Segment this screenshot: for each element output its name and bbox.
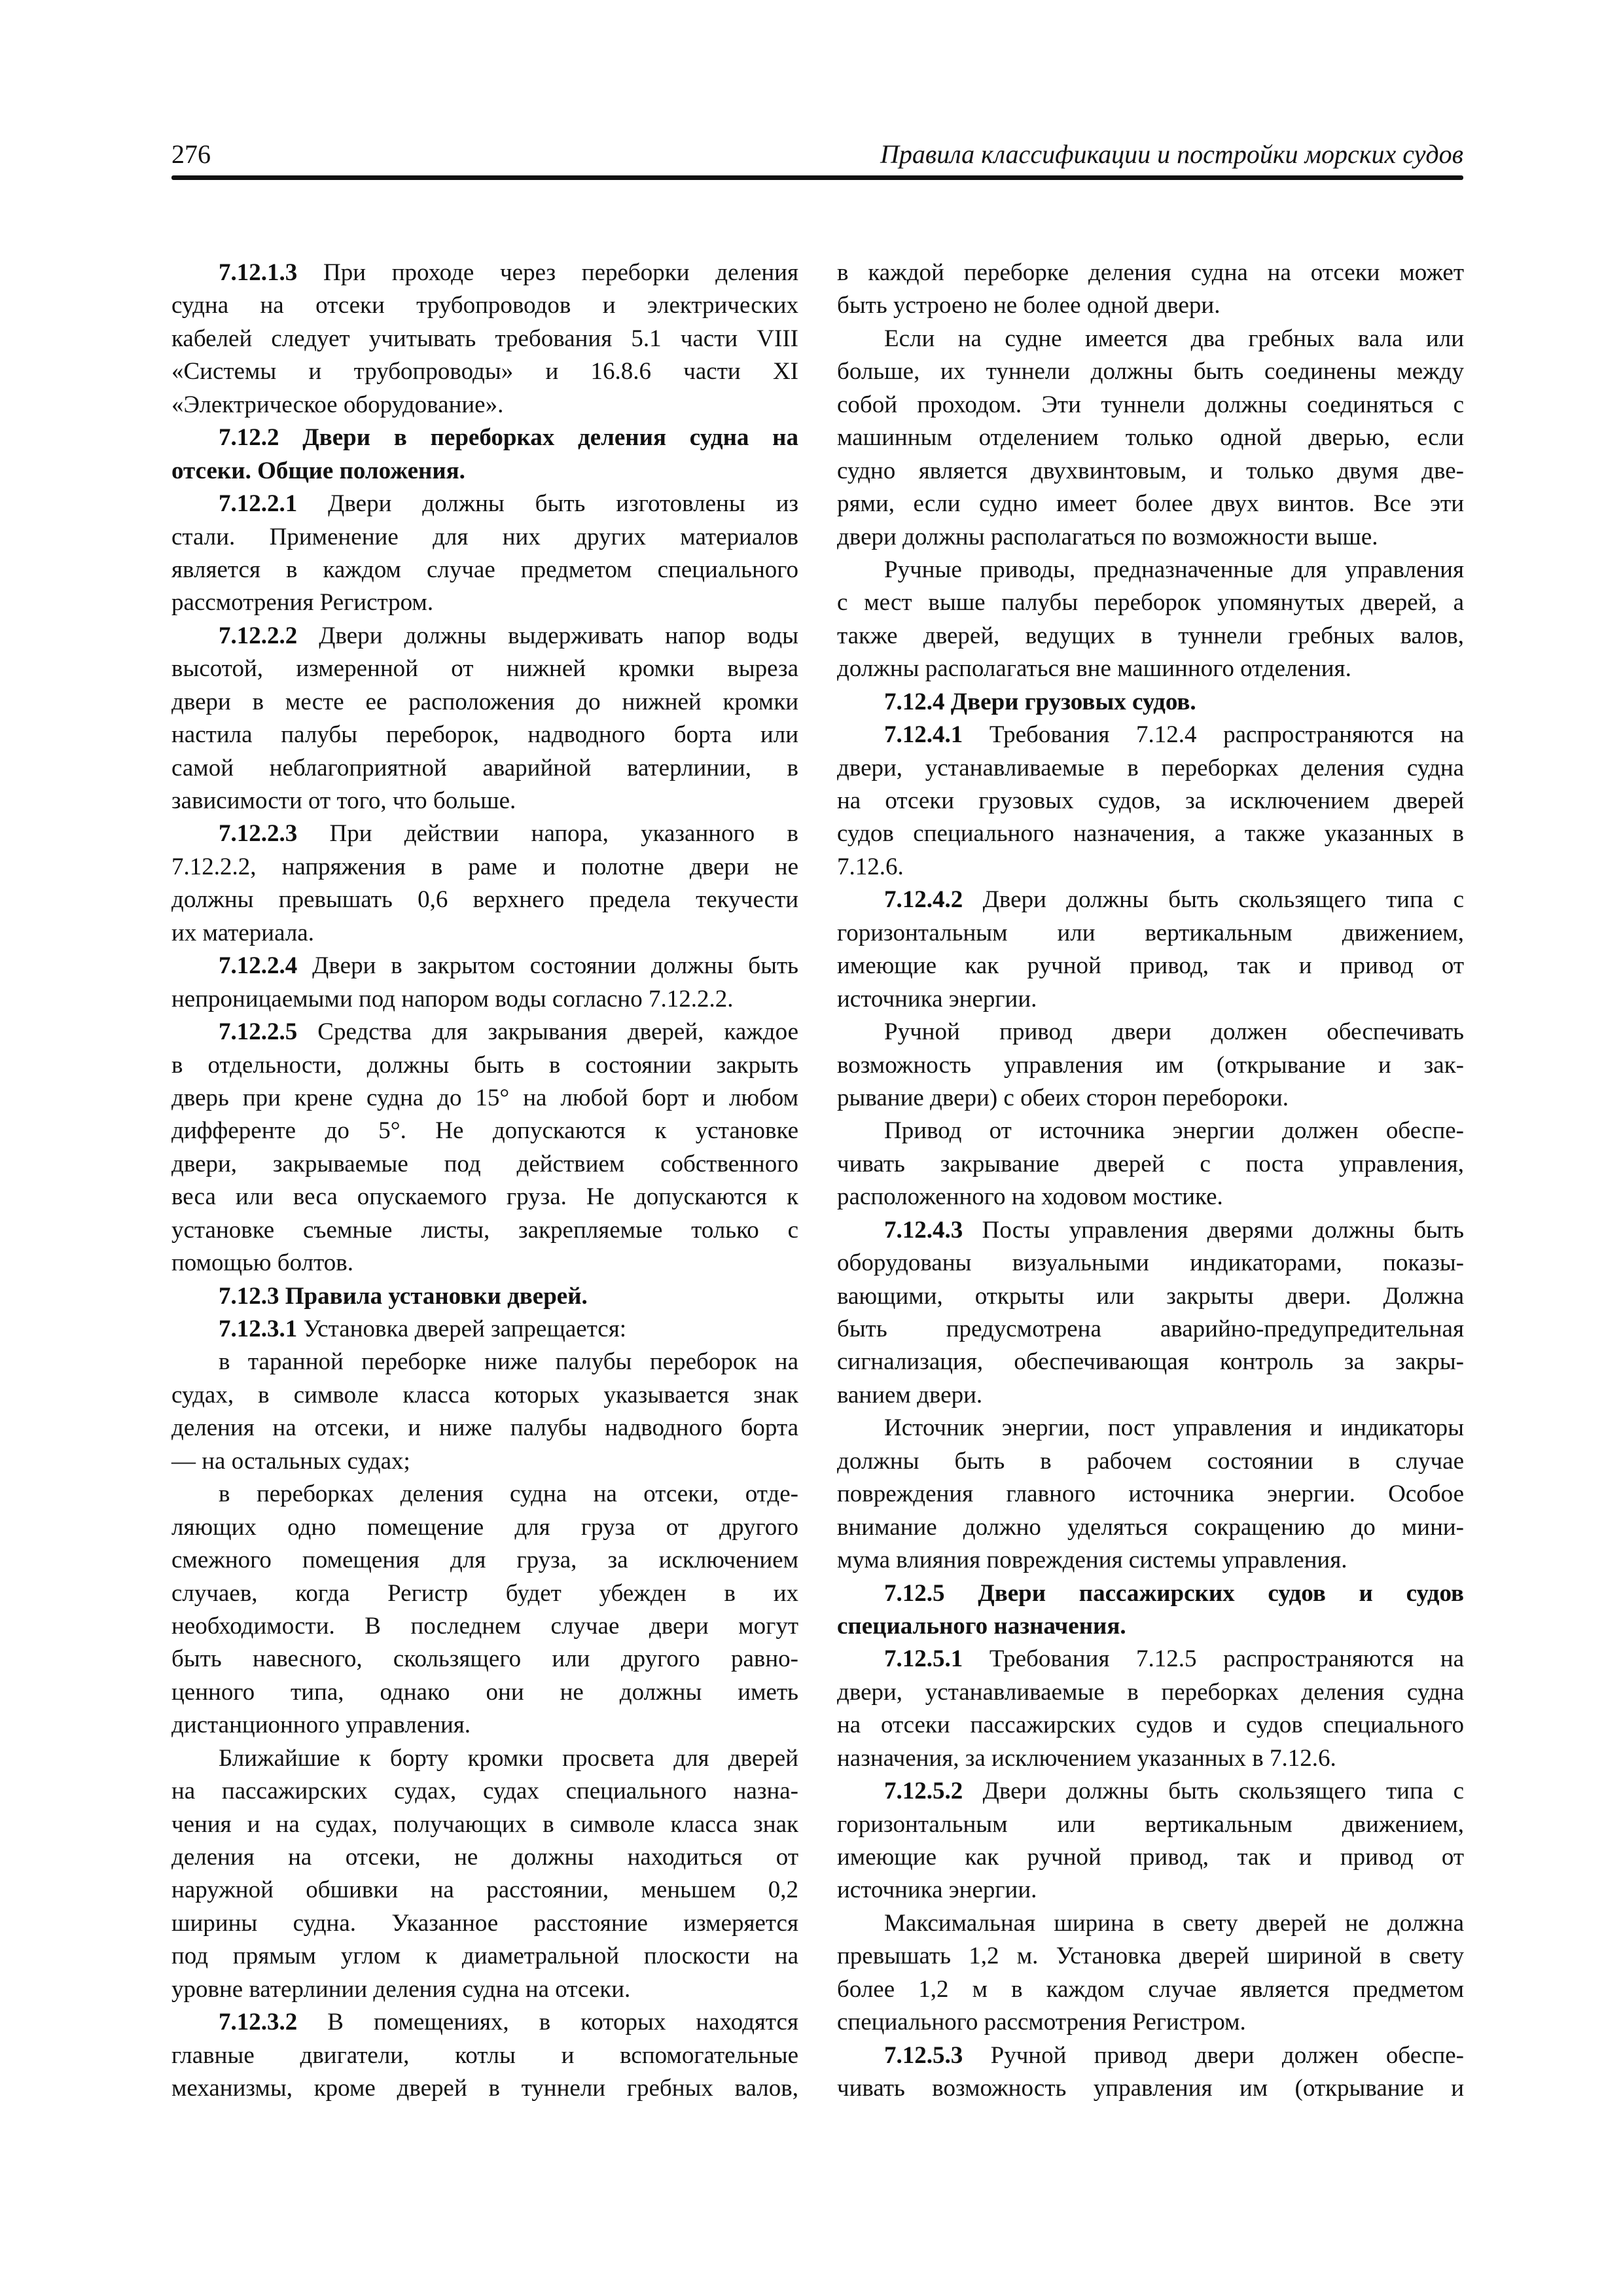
line-text: «Электрическое оборудование». bbox=[171, 391, 504, 418]
line-text: дистанционного управления. bbox=[171, 1712, 471, 1739]
text-line bbox=[171, 1676, 798, 1709]
text-line bbox=[837, 1841, 1464, 1874]
line-text: дверь при крене судна до 15° на любой борт и любом bbox=[171, 1084, 798, 1111]
text-line bbox=[837, 1049, 1464, 1082]
section-heading bbox=[171, 422, 798, 488]
text-line bbox=[837, 1643, 1464, 1676]
line-text: имеющие как ручной привод, так и привод от bbox=[837, 1844, 1464, 1871]
paragraph bbox=[837, 884, 1464, 1016]
text-line bbox=[837, 851, 1464, 884]
text-line bbox=[171, 1577, 798, 1610]
line-text: оборудованы визуальными индикаторами, показы- bbox=[837, 1249, 1464, 1277]
text-line bbox=[171, 950, 798, 982]
line-text: специального назначения. bbox=[837, 1612, 1126, 1640]
line-text: быть предусмотрена аварийно-предупредительная bbox=[837, 1316, 1464, 1342]
line-text: также дверей, ведущих в туннели гребных валов, bbox=[837, 622, 1464, 649]
text-line bbox=[171, 1940, 798, 1973]
line-text: с мест выше палубы переборок упомянутых дверей, а bbox=[837, 589, 1464, 617]
text-line bbox=[837, 817, 1464, 850]
line-text: главные двигатели, котлы и вспомогательные bbox=[171, 2041, 798, 2069]
paragraph bbox=[171, 2006, 798, 2105]
text-line bbox=[837, 1940, 1464, 1973]
text-line bbox=[837, 2072, 1464, 2105]
paragraph bbox=[837, 1412, 1464, 1577]
section-heading bbox=[837, 1577, 1464, 1643]
line-text: помощью болтов. bbox=[171, 1249, 353, 1277]
line-text: вающими, открыты или закрыты двери. Должна bbox=[837, 1282, 1464, 1310]
text-line bbox=[837, 1445, 1464, 1478]
line-text: двери, закрываемые под действием собственного bbox=[171, 1150, 798, 1177]
text-line bbox=[837, 1115, 1464, 1147]
line-text: самой неблагоприятной аварийной ватерлинии, в bbox=[171, 754, 798, 781]
line-text: внимание должно уделяться сокращению до мини- bbox=[837, 1513, 1464, 1541]
text-line bbox=[171, 620, 798, 653]
text-line bbox=[837, 1379, 1464, 1412]
line-text: Двери должны быть скользящего типа с bbox=[982, 886, 1464, 914]
text-line bbox=[837, 1478, 1464, 1511]
line-text: 7.12.2.2, напряжения в раме и полотне двери не bbox=[171, 853, 798, 880]
paragraph bbox=[171, 1313, 798, 1346]
line-text: дифференте до 5°. Не допускаются к установке bbox=[171, 1117, 798, 1145]
line-text: двери должны располагаться по возможности выше. bbox=[837, 523, 1378, 550]
line-text: уровне ватерлинии деления судна на отсеки. bbox=[171, 1975, 631, 2003]
line-text: «Системы и трубопроводы» и 16.8.6 части XI bbox=[171, 358, 798, 386]
text-line bbox=[837, 1775, 1464, 1808]
text-line bbox=[837, 1412, 1464, 1444]
text-line bbox=[837, 653, 1464, 685]
text-line bbox=[837, 1214, 1464, 1247]
text-line bbox=[171, 1874, 798, 1907]
clause-number: 7.12.1.3 bbox=[219, 259, 298, 286]
text-line bbox=[837, 2006, 1464, 2039]
text-line bbox=[171, 355, 798, 388]
text-line bbox=[837, 289, 1464, 322]
text-line bbox=[837, 257, 1464, 289]
text-line bbox=[837, 1280, 1464, 1313]
line-text: веса или веса опускаемого груза. Не допускаются к bbox=[171, 1183, 798, 1211]
line-text: ляющих одно помещение для груза от другого bbox=[171, 1513, 798, 1541]
text-line bbox=[837, 1973, 1464, 2006]
line-text: на отсеки грузовых судов, за исключением дверей bbox=[837, 787, 1464, 814]
text-line bbox=[837, 323, 1464, 355]
text-line bbox=[171, 389, 798, 422]
text-line bbox=[837, 884, 1464, 916]
section-heading bbox=[171, 1280, 798, 1313]
text-line bbox=[837, 620, 1464, 653]
text-line bbox=[171, 1775, 798, 1808]
paragraph bbox=[171, 950, 798, 1016]
text-line bbox=[837, 1247, 1464, 1280]
text-line bbox=[171, 1280, 798, 1313]
line-text: отсеки. Общие положения. bbox=[171, 457, 465, 484]
line-text: более 1,2 м в каждом случае является предметом bbox=[837, 1975, 1464, 2003]
text-line bbox=[837, 422, 1464, 454]
text-line bbox=[837, 1016, 1464, 1049]
paragraph bbox=[837, 1643, 1464, 1775]
paragraph bbox=[171, 1742, 798, 2007]
text-line bbox=[837, 785, 1464, 817]
line-text: на отсеки пассажирских судов и судов специального bbox=[837, 1712, 1464, 1739]
line-text: установке съемные листы, закрепляемые только с bbox=[171, 1216, 798, 1244]
line-text: В помещениях, в которых находятся bbox=[327, 2009, 798, 2036]
text-line bbox=[837, 1808, 1464, 1841]
text-line bbox=[837, 521, 1464, 554]
line-text: является в каждом случае предметом специального bbox=[171, 556, 798, 583]
line-text: непроницаемыми под напором воды согласно 7.12.2.2. bbox=[171, 985, 734, 1013]
text-line bbox=[171, 1346, 798, 1378]
text-line bbox=[171, 1148, 798, 1181]
text-line bbox=[171, 521, 798, 554]
line-text: горизонтальным или вертикальным движением, bbox=[837, 919, 1464, 946]
line-text: ванием двери. bbox=[837, 1381, 983, 1408]
line-text: Максимальная ширина в свету дверей не должна bbox=[884, 1909, 1464, 1937]
running-header-title: Правила классификации и постройки морских судов bbox=[880, 139, 1463, 169]
text-line bbox=[171, 1313, 798, 1346]
clause-number: 7.12.4.3 bbox=[884, 1216, 963, 1244]
line-text: имеющие как ручной привод, так и привод от bbox=[837, 952, 1464, 980]
line-text: двери, устанавливаемые в переборках деления судна bbox=[837, 1678, 1464, 1706]
text-line bbox=[837, 1907, 1464, 1940]
clause-number: 7.12.5.2 bbox=[884, 1778, 963, 1805]
line-text: Требования 7.12.5 распространяются на bbox=[989, 1645, 1464, 1673]
text-line bbox=[171, 719, 798, 751]
text-line bbox=[171, 1247, 798, 1280]
line-text: настила палубы переборок, надводного борта или bbox=[171, 721, 798, 749]
line-text: Привод от источника энергии должен обеспе- bbox=[884, 1117, 1464, 1145]
text-line bbox=[171, 2072, 798, 2105]
clause-number: 7.12.2.5 bbox=[219, 1018, 298, 1046]
text-line bbox=[171, 917, 798, 950]
paragraph bbox=[837, 1214, 1464, 1412]
text-line bbox=[171, 1808, 798, 1841]
line-text: быть навесного, скользящего или другого равно- bbox=[171, 1645, 798, 1673]
text-line bbox=[837, 983, 1464, 1016]
text-line bbox=[171, 884, 798, 916]
line-text: Ручной привод двери должен обеспе- bbox=[990, 2041, 1465, 2069]
line-text: источника энергии. bbox=[837, 985, 1037, 1013]
text-line bbox=[837, 1610, 1464, 1643]
line-text: под прямым углом к диаметральной плоскости на bbox=[171, 1943, 798, 1970]
clause-number: 7.12.4.2 bbox=[884, 886, 963, 914]
line-text: превышать 1,2 м. Установка дверей шириной в свету bbox=[837, 1943, 1464, 1970]
line-text: быть устроено не более одной двери. bbox=[837, 292, 1221, 319]
clause-number: 7.12.3.2 bbox=[219, 2009, 298, 2036]
line-text: больше, их туннели должны быть соединены между bbox=[837, 358, 1464, 386]
line-text: стали. Применение для них других материалов bbox=[171, 523, 798, 550]
line-text: должны располагаться вне машинного отделения. bbox=[837, 655, 1351, 683]
line-text: Двери должны выдерживать напор воды bbox=[319, 622, 799, 649]
text-line bbox=[837, 488, 1464, 520]
line-text: должны превышать 0,6 верхнего предела текучести bbox=[171, 886, 798, 914]
text-line bbox=[837, 1148, 1464, 1181]
text-line bbox=[171, 653, 798, 685]
line-text: Двери в закрытом состоянии должны быть bbox=[312, 952, 799, 980]
text-line bbox=[837, 586, 1464, 619]
text-line bbox=[171, 1709, 798, 1742]
clause-number: 7.12.2.3 bbox=[219, 820, 298, 848]
text-line bbox=[171, 323, 798, 355]
text-line bbox=[171, 1082, 798, 1115]
paragraph bbox=[837, 719, 1464, 884]
text-line bbox=[837, 1874, 1464, 1907]
text-line bbox=[171, 422, 798, 454]
text-line bbox=[837, 686, 1464, 719]
paragraph bbox=[171, 817, 798, 950]
line-text: Посты управления дверями должны быть bbox=[982, 1216, 1464, 1244]
text-line bbox=[837, 355, 1464, 388]
text-line bbox=[171, 1412, 798, 1444]
line-text: Двери должны быть скользящего типа с bbox=[982, 1778, 1464, 1805]
line-text: судна на отсеки трубопроводов и электрических bbox=[171, 292, 798, 319]
text-line bbox=[837, 389, 1464, 422]
line-text: 7.12.3 Правила установки дверей. bbox=[219, 1282, 588, 1310]
line-text: высотой, измеренной от нижней кромки выреза bbox=[171, 655, 798, 683]
text-line bbox=[171, 785, 798, 817]
line-text: Источник энергии, пост управления и индикаторы bbox=[884, 1414, 1464, 1442]
line-text: рями, если судно имеет более двух винтов. Все эти bbox=[837, 490, 1464, 518]
text-line bbox=[171, 1841, 798, 1874]
text-line bbox=[171, 488, 798, 520]
text-line bbox=[171, 983, 798, 1016]
line-text: должны быть в рабочем состоянии в случае bbox=[837, 1447, 1464, 1475]
line-text: их материала. bbox=[171, 919, 314, 946]
header-rule bbox=[171, 175, 1463, 180]
text-line bbox=[171, 257, 798, 289]
text-line bbox=[837, 917, 1464, 950]
paragraph bbox=[171, 1478, 798, 1742]
paragraph bbox=[171, 1016, 798, 1280]
line-text: горизонтальным или вертикальным движением, bbox=[837, 1810, 1464, 1838]
line-text: мума влияния повреждения системы управления. bbox=[837, 1547, 1347, 1574]
text-line bbox=[171, 1379, 798, 1412]
text-line bbox=[171, 752, 798, 785]
paragraph bbox=[837, 554, 1464, 686]
line-text: ценного типа, однако они не должны иметь bbox=[171, 1678, 798, 1706]
line-text: в каждой переборке деления судна на отсеки может bbox=[837, 259, 1464, 286]
text-line bbox=[837, 950, 1464, 982]
paragraph bbox=[837, 1115, 1464, 1213]
text-line bbox=[837, 1577, 1464, 1610]
left-column bbox=[171, 257, 798, 2106]
text-line bbox=[171, 1181, 798, 1213]
line-text: Двери должны быть изготовлены из bbox=[328, 490, 799, 518]
text-line bbox=[171, 686, 798, 719]
text-line bbox=[171, 1544, 798, 1577]
line-text: расположенного на ходовом мостике. bbox=[837, 1183, 1223, 1211]
text-line bbox=[171, 1511, 798, 1544]
line-text: Требования 7.12.4 распространяются на bbox=[989, 721, 1464, 749]
paragraph bbox=[837, 257, 1464, 323]
line-text: ширины судна. Указанное расстояние измеряется bbox=[171, 1909, 798, 1937]
line-text: сигнализация, обеспечивающая контроль за закры- bbox=[837, 1348, 1464, 1376]
section-heading bbox=[837, 686, 1464, 719]
line-text: необходимости. В последнем случае двери могут bbox=[171, 1612, 798, 1640]
paragraph bbox=[837, 1016, 1464, 1115]
line-text: кабелей следует учитывать требования 5.1 части VIII bbox=[171, 325, 798, 352]
text-line bbox=[171, 1610, 798, 1643]
paragraph bbox=[837, 2039, 1464, 2106]
text-line bbox=[837, 2039, 1464, 2072]
line-text: рассмотрения Регистром. bbox=[171, 589, 434, 617]
paragraph bbox=[171, 257, 798, 422]
text-line bbox=[171, 455, 798, 488]
text-line bbox=[837, 455, 1464, 488]
line-text: зависимости от того, что больше. bbox=[171, 787, 516, 814]
text-line bbox=[171, 1214, 798, 1247]
line-text: Если на судне имеется два гребных вала или bbox=[884, 325, 1464, 352]
line-text: механизмы, кроме дверей в туннели гребных валов, bbox=[171, 2075, 798, 2102]
line-text: деления на отсеки, и ниже палубы надводного борта bbox=[171, 1414, 798, 1442]
text-line bbox=[837, 1742, 1464, 1775]
line-text: 7.12.4 Двери грузовых судов. bbox=[884, 688, 1196, 715]
text-line bbox=[837, 1544, 1464, 1577]
line-text: наружной обшивки на расстоянии, меньшем 0,2 bbox=[171, 1876, 798, 1904]
text-line bbox=[837, 1181, 1464, 1213]
line-text: случаев, когда Регистр будет убежден в их bbox=[171, 1579, 798, 1607]
text-line bbox=[171, 1016, 798, 1049]
line-text: При действии напора, указанного в bbox=[329, 820, 798, 848]
line-text: двери, устанавливаемые в переборках деления судна bbox=[837, 754, 1464, 781]
text-line bbox=[171, 586, 798, 619]
line-text: судов специального назначения, а также указанных в bbox=[837, 820, 1464, 848]
clause-number: 7.12.5.1 bbox=[884, 1645, 963, 1673]
line-text: двери в месте ее расположения до нижней кромки bbox=[171, 688, 798, 715]
text-line bbox=[171, 1478, 798, 1511]
text-line bbox=[171, 554, 798, 586]
text-line bbox=[171, 1445, 798, 1478]
line-text: судно является двухвинтовым, и только двумя две- bbox=[837, 457, 1464, 484]
text-line bbox=[837, 554, 1464, 586]
paragraph bbox=[837, 323, 1464, 554]
paragraph bbox=[837, 1907, 1464, 2039]
line-text: 7.12.6. bbox=[837, 853, 904, 880]
text-line bbox=[171, 1973, 798, 2006]
text-line bbox=[837, 1709, 1464, 1742]
line-text: машинным отделением только одной дверью, если bbox=[837, 424, 1464, 452]
clause-number: 7.12.5.3 bbox=[884, 2041, 963, 2069]
line-text: 7.12.2 Двери в переборках деления судна на bbox=[219, 424, 798, 452]
text-line bbox=[171, 1742, 798, 1775]
line-text: в таранной переборке ниже палубы переборок на bbox=[219, 1348, 798, 1376]
clause-number: 7.12.2.2 bbox=[219, 622, 298, 649]
line-text: собой проходом. Эти туннели должны соединяться с bbox=[837, 391, 1464, 418]
paragraph bbox=[171, 488, 798, 620]
clause-number: 7.12.2.4 bbox=[219, 952, 298, 980]
text-line bbox=[171, 2039, 798, 2072]
text-line bbox=[171, 289, 798, 322]
line-text: чивать возможность управления им (открывание и bbox=[837, 2075, 1464, 2102]
page-number: 276 bbox=[171, 139, 211, 169]
line-text: — на остальных судах; bbox=[171, 1447, 410, 1475]
line-text: Ближайшие к борту кромки просвета для дверей bbox=[219, 1744, 798, 1772]
line-text: на пассажирских судах, судах специального назна- bbox=[171, 1778, 798, 1805]
text-line bbox=[171, 1643, 798, 1676]
line-text: чивать закрывание дверей с поста управления, bbox=[837, 1150, 1464, 1177]
text-line bbox=[171, 1907, 798, 1940]
text-line bbox=[837, 1676, 1464, 1709]
line-text: При проходе через переборки деления bbox=[323, 259, 799, 286]
right-column bbox=[837, 257, 1464, 2106]
clause-number: 7.12.3.1 bbox=[219, 1316, 298, 1342]
text-line bbox=[837, 1511, 1464, 1544]
text-line bbox=[837, 1346, 1464, 1378]
line-text: в отдельности, должны быть в состоянии закрыть bbox=[171, 1051, 798, 1079]
text-line bbox=[171, 817, 798, 850]
line-text: назначения, за исключением указанных в 7.12.6. bbox=[837, 1744, 1336, 1772]
line-text: повреждения главного источника энергии. Особое bbox=[837, 1480, 1464, 1508]
line-text: источника энергии. bbox=[837, 1876, 1037, 1904]
line-text: смежного помещения для груза, за исключением bbox=[171, 1547, 798, 1574]
line-text: возможность управления им (открывание и зак- bbox=[837, 1051, 1464, 1079]
paragraph bbox=[171, 1346, 798, 1478]
clause-number: 7.12.2.1 bbox=[219, 490, 298, 518]
text-line bbox=[171, 1049, 798, 1082]
line-text: в переборках деления судна на отсеки, отде- bbox=[219, 1480, 798, 1508]
text-line bbox=[171, 2006, 798, 2039]
line-text: чения и на судах, получающих в символе класса знак bbox=[171, 1810, 798, 1838]
line-text: специального рассмотрения Регистром. bbox=[837, 2009, 1246, 2036]
line-text: Средства для закрывания дверей, каждое bbox=[317, 1018, 799, 1046]
text-line bbox=[171, 851, 798, 884]
line-text: Ручные приводы, предназначенные для управления bbox=[884, 556, 1464, 583]
text-line bbox=[837, 1313, 1464, 1346]
paragraph bbox=[171, 620, 798, 818]
clause-number: 7.12.4.1 bbox=[884, 721, 963, 749]
text-line bbox=[837, 752, 1464, 785]
line-text: рывание двери) с обеих сторон перебороки. bbox=[837, 1084, 1289, 1111]
text-line bbox=[171, 1115, 798, 1147]
paragraph bbox=[837, 1775, 1464, 1907]
line-text: деления на отсеки, не должны находиться от bbox=[171, 1844, 798, 1871]
text-line bbox=[837, 719, 1464, 751]
line-text: Ручной привод двери должен обеспечивать bbox=[884, 1018, 1464, 1046]
line-text: Установка дверей запрещается: bbox=[303, 1316, 627, 1342]
text-line bbox=[837, 1082, 1464, 1115]
line-text: 7.12.5 Двери пассажирских судов и судов bbox=[884, 1579, 1464, 1607]
line-text: судах, в символе класса которых указывается знак bbox=[171, 1381, 798, 1408]
